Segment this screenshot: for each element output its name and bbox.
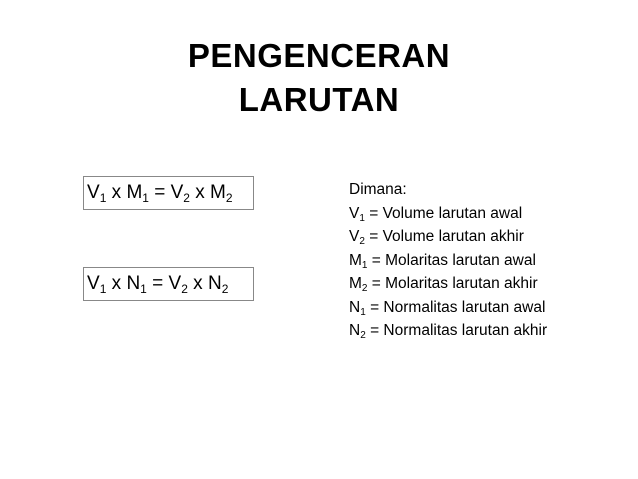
legend-symbol: V: [349, 228, 360, 245]
legend-subscript: 1: [359, 212, 365, 224]
legend-symbol: M: [349, 275, 362, 292]
formula-term: M: [210, 182, 226, 203]
formula-operator: x: [106, 182, 127, 203]
formula-subscript: 1: [142, 191, 149, 205]
legend-description: = Normalitas larutan akhir: [365, 322, 548, 339]
title-line-2: LARUTAN: [238, 81, 400, 118]
legend-item: [349, 296, 547, 320]
legend-symbol: N: [349, 322, 361, 339]
legend-heading: Dimana:: [349, 181, 407, 198]
formula-operator: x: [106, 273, 127, 294]
legend-item: [349, 249, 547, 273]
legend-subscript: 1: [360, 306, 366, 318]
slide-title: [0, 34, 638, 122]
formula-normality-box: [83, 267, 254, 301]
legend-subscript: 2: [359, 236, 365, 247]
formula-subscript: 1: [99, 191, 107, 205]
formula-operator: x: [187, 273, 208, 294]
formula-equals: =: [148, 182, 171, 203]
legend-description: = Volume larutan akhir: [364, 228, 524, 245]
formula-term: V: [87, 273, 100, 294]
legend-symbol: V: [349, 204, 360, 222]
legend-description: = Molaritas larutan awal: [367, 251, 536, 269]
formula-term: N: [126, 273, 141, 294]
formula-subscript: 2: [181, 282, 188, 296]
formula-subscript: 2: [183, 191, 190, 205]
legend-description: = Molaritas larutan akhir: [367, 275, 538, 292]
title-line-1: PENGENCERAN: [187, 37, 451, 74]
formula-term: V: [170, 182, 184, 203]
formula-subscript: 2: [225, 191, 233, 205]
legend-subscript: 2: [361, 283, 368, 294]
formula-molarity-box: [83, 176, 254, 210]
formula-term: M: [126, 182, 143, 203]
formula-term: V: [168, 273, 182, 294]
formula-term: V: [87, 182, 100, 203]
legend-symbol: M: [349, 251, 362, 269]
variable-legend: [349, 178, 547, 343]
legend-item: [349, 319, 547, 343]
formula-subscript: 2: [221, 282, 229, 296]
formula-equals: =: [146, 273, 169, 294]
formula-term: N: [207, 273, 222, 294]
legend-description: = Normalitas larutan awal: [365, 298, 546, 316]
legend-subscript: 1: [361, 259, 368, 271]
formula-subscript: 1: [99, 282, 107, 296]
legend-item: [349, 225, 547, 249]
legend-description: = Volume larutan awal: [364, 204, 523, 222]
formula-operator: x: [189, 182, 211, 203]
legend-symbol: N: [349, 298, 361, 316]
formula-subscript: 1: [140, 282, 147, 296]
legend-subscript: 2: [360, 330, 366, 341]
legend-item: [349, 272, 547, 296]
legend-item: [349, 202, 547, 226]
